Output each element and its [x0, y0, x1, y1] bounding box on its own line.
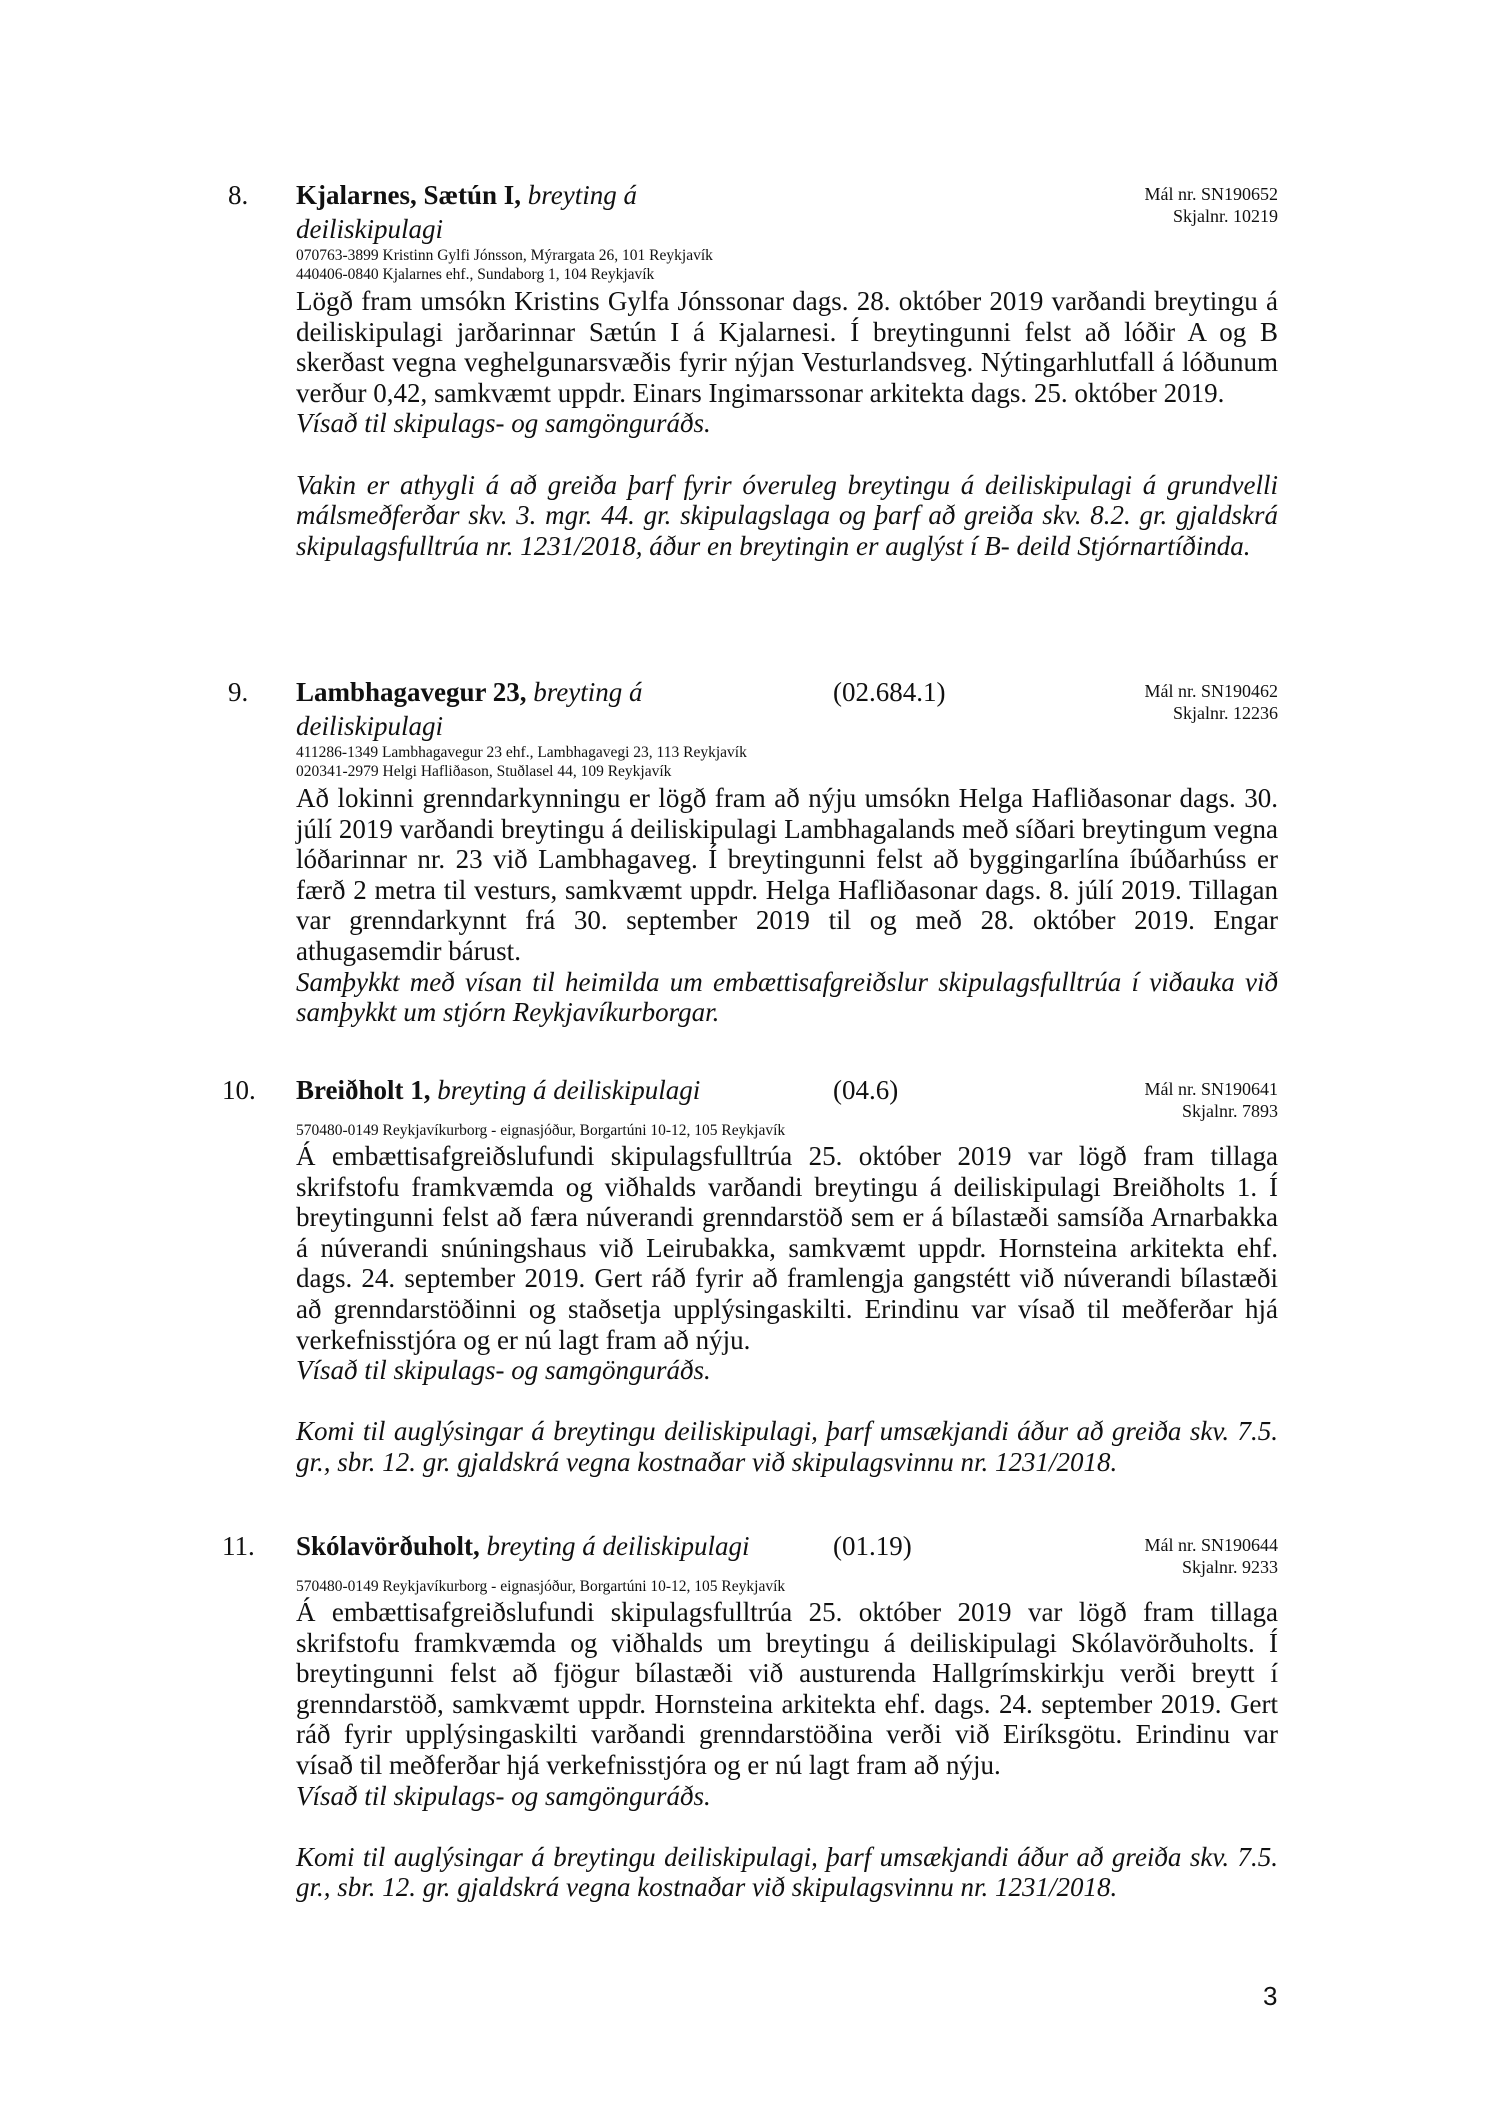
item-note: Komi til auglýsingar á breytingu deiliskipulagi, þarf umsækjandi áður að greiða skv. 7.5. gr., sbr. 12. gr. gjaldskrá vegna kostnaðar við skipulagsvinnu nr. 1231/2018.: [296, 1416, 1278, 1477]
item-decision: Vísað til skipulags- og samgönguráðs.: [296, 408, 711, 439]
owner-line: 570480-0149 Reykjavíkurborg - eignasjóður, Borgartúni 10-12, 105 Reykjavík: [296, 1122, 786, 1139]
item-description: Lögð fram umsókn Kristins Gylfa Jónssonar dags. 28. október 2019 varðandi breytingu á deiliskipulagi jarðarinnar Sætún I á Kjalarnesi. Í breytingunni felst að lóðir A og B skerðast vegna veghelgunarsvæðis fyrir nýjan Vesturlandsveg. Nýtingarhlutfall á lóðunum verður 0,42, samkvæmt uppdr. Einars Ingimarssonar arkitekta dags. 25. október 2019.: [296, 286, 1278, 408]
item-title-italic: breyting á: [527, 180, 638, 210]
item-title-bold: Breiðholt 1,: [296, 1075, 431, 1105]
mal-nr: Mál nr. SN190462: [1144, 681, 1278, 701]
item-title-bold: Skólavörðuholt,: [296, 1531, 480, 1561]
owner-list: [296, 743, 747, 781]
item-body: [296, 1597, 1278, 1903]
item-decision: Vísað til skipulags- og samgönguráðs.: [296, 1355, 711, 1386]
skjal-nr: Skjalnr. 10219: [1172, 206, 1278, 226]
item-body: [296, 783, 1278, 1028]
owner-list: [296, 1121, 785, 1140]
item-description: Að lokinni grenndarkynningu er lögð fram að nýju umsókn Helga Hafliðasonar dags. 30. júlí 2019 varðandi breytingu á deiliskipulagi Lambhagalands með síðari breytingum vegna lóðarinnar nr. 23 við Lambhagaveg. Í breytingunni felst að byggingarlína íbúðarhúss er færð 2 metra til vesturs, samkvæmt uppdr. Helga Hafliðasonar dags. 8. júlí 2019. Tillagan var grenndarkynnt frá 30. september 2019 til og með 28. október 2019. Engar athugasemdir bárust.: [296, 783, 1278, 966]
item-title: [296, 178, 637, 212]
item-decision: Samþykkt með vísan til heimilda um embættisafgreiðslur skipulagsfulltrúa í viðauka við samþykkt um stjórn Reykjavíkurborgar.: [296, 966, 1278, 1028]
mal-nr: Mál nr. SN190641: [1144, 1079, 1278, 1099]
item-title-italic-line2: deiliskipulagi: [296, 711, 443, 741]
owner-line: 411286-1349 Lambhagavegur 23 ehf., Lambhagavegi 23, 113 Reykjavík: [296, 744, 747, 761]
land-number: (04.6): [833, 1075, 899, 1105]
item-title-cont: [296, 709, 443, 743]
land-number: (01.19): [833, 1531, 912, 1561]
item-description: Á embættisafgreiðslufundi skipulagsfulltrúa 25. október 2019 var lögð fram tillaga skrifstofu framkvæmda og viðhalds varðandi breytingu á deiliskipulagi Breiðholts 1. Í breytingunni felst að færa núverandi grenndarstöð sem er á bílastæði samsíða Arnarbakka á núverandi snúningshaus við Leirubakka, samkvæmt uppdr. Hornsteina arkitekta ehf. dags. 24. september 2019. Gert ráð fyrir að framlengja gangstétt við núverandi bílastæði að grenndarstöðinni og staðsetja upplýsingaskilti. Erindinu var vísað til meðferðar hjá verkefnisstjóra og er nú lagt fram að nýju.: [296, 1141, 1278, 1355]
page-number: 3: [1263, 1981, 1278, 2011]
item-description: Á embættisafgreiðslufundi skipulagsfulltrúa 25. október 2019 var lögð fram tillaga skrifstofu framkvæmda og viðhalds um breytingu á deiliskipulagi Skólavörðuholts. Í breytingunni felst að fjögur bílastæði við austurenda Hallgrímskirkju verði breytt í grenndarstöð, samkvæmt uppdr. Hornsteina arkitekta ehf. dags. 24. september 2019. Gert ráð fyrir upplýsingaskilti varðandi grenndarstöðina verði við Eiríksgötu. Erindinu var vísað til meðferðar hjá verkefnisstjóra og er nú lagt fram að nýju.: [296, 1597, 1278, 1780]
item-number: 9.: [228, 677, 249, 707]
owner-line: 440406-0840 Kjalarnes ehf., Sundaborg 1, 104 Reykjavík: [296, 266, 655, 283]
item-number: 10.: [222, 1075, 256, 1105]
skjal-nr: Skjalnr. 7893: [1181, 1101, 1278, 1121]
item-title-cont: [296, 212, 443, 246]
item-body: [296, 1141, 1278, 1478]
item-title-italic: breyting á deiliskipulagi: [437, 1075, 701, 1105]
item-number: 8.: [228, 180, 249, 210]
item-title: [296, 675, 643, 709]
item-note: Komi til auglýsingar á breytingu deiliskipulagi, þarf umsækjandi áður að greiða skv. 7.5. gr., sbr. 12. gr. gjaldskrá vegna kostnaðar við skipulagsvinnu nr. 1231/2018.: [296, 1841, 1278, 1903]
item-title-italic-line2: deiliskipulagi: [296, 214, 443, 244]
item-body: [296, 286, 1278, 561]
owner-list: [296, 1577, 785, 1596]
item-title: [296, 1073, 700, 1107]
owner-line: 570480-0149 Reykjavíkurborg - eignasjóður, Borgartúni 10-12, 105 Reykjavík: [296, 1578, 786, 1595]
skjal-nr: Skjalnr. 9233: [1181, 1557, 1278, 1577]
item-decision: Vísað til skipulags- og samgönguráðs.: [296, 1780, 711, 1811]
case-reference: [1144, 680, 1278, 724]
case-reference: [1144, 1078, 1278, 1122]
item-note: Vakin er athygli á að greiða þarf fyrir óveruleg breytingu á deiliskipulagi á grundvelli málsmeðferðar skv. 3. mgr. 44. gr. skipulagslaga og þarf að greiða skv. 8.2. gr. gjaldskrá skipulagsfulltrúa nr. 1231/2018, áður en breytingin er auglýst í B- deild Stjórnartíðinda.: [296, 469, 1278, 561]
owner-list: [296, 246, 713, 284]
mal-nr: Mál nr. SN190644: [1144, 1535, 1278, 1555]
land-number: (02.684.1): [833, 677, 946, 707]
case-reference: [1144, 1534, 1278, 1578]
item-title: [296, 1529, 750, 1563]
item-number: 11.: [222, 1531, 255, 1561]
item-title-bold: Lambhagavegur 23,: [296, 677, 527, 707]
owner-line: 020341-2979 Helgi Hafliðason, Stuðlasel 44, 109 Reykjavík: [296, 763, 672, 780]
skjal-nr: Skjalnr. 12236: [1172, 703, 1278, 723]
item-title-italic: breyting á: [533, 677, 643, 707]
mal-nr: Mál nr. SN190652: [1144, 184, 1278, 204]
case-reference: [1144, 183, 1278, 227]
owner-line: 070763-3899 Kristinn Gylfi Jónsson, Mýrargata 26, 101 Reykjavík: [296, 247, 713, 264]
item-title-italic: breyting á deiliskipulagi: [486, 1531, 750, 1561]
item-title-bold: Kjalarnes, Sætún I,: [296, 180, 522, 210]
